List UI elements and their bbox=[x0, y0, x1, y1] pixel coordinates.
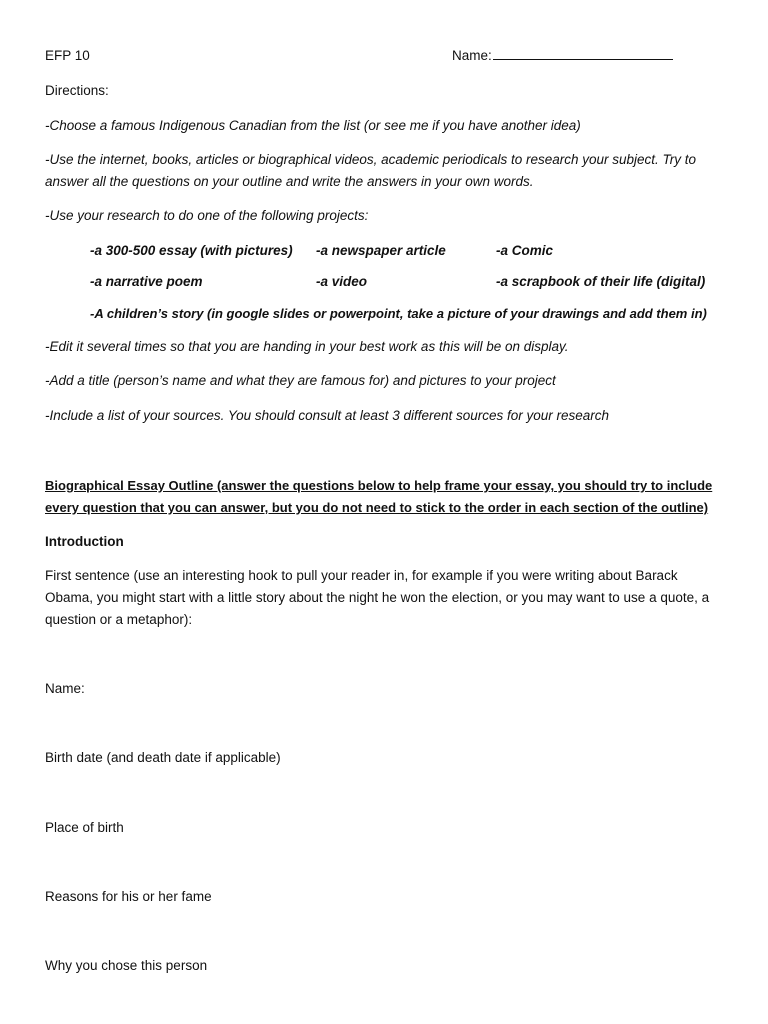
direction-research: -Use the internet, books, articles or biographical videos, academic periodicals to research your subject. Try to answer all the questions on your outline and write the answers in your own words. bbox=[45, 152, 697, 189]
direction-sources: -Include a list of your sources. You should consult at least 3 different sources for your research bbox=[45, 408, 610, 423]
first-sentence-prompt: First sentence (use an interesting hook to pull your reader in, for example if you were writing about Barack Obama, you might start with a little story about the night he won the election, or you may want to use a quote, a question or a metaphor): bbox=[45, 568, 710, 627]
project-childrens-story: -A children’s story (in google slides or powerpoint, take a picture of your drawings and add them in) bbox=[90, 306, 707, 321]
directions-heading: Directions: bbox=[45, 83, 109, 98]
direction-edit: -Edit it several times so that you are handing in your best work as this will be on display. bbox=[45, 339, 569, 354]
direction-choose: -Choose a famous Indigenous Canadian from the list (or see me if you have another idea) bbox=[45, 118, 581, 133]
project-video: -a video bbox=[316, 274, 368, 289]
name-label: Name: bbox=[452, 48, 492, 63]
project-scrapbook: -a scrapbook of their life (digital) bbox=[496, 274, 706, 289]
project-comic: -a Comic bbox=[496, 243, 554, 258]
name-field bbox=[452, 45, 673, 67]
name-blank-line bbox=[493, 45, 673, 60]
project-essay: -a 300-500 essay (with pictures) bbox=[90, 243, 293, 258]
project-poem: -a narrative poem bbox=[90, 274, 203, 289]
direction-projects-intro: -Use your research to do one of the following projects: bbox=[45, 208, 369, 223]
field-why-chosen-label: Why you chose this person bbox=[45, 958, 208, 973]
field-fame-reasons-label: Reasons for his or her fame bbox=[45, 889, 212, 904]
field-birth-date-label: Birth date (and death date if applicable) bbox=[45, 750, 281, 765]
project-newspaper: -a newspaper article bbox=[316, 243, 446, 258]
field-name-label: Name: bbox=[45, 681, 85, 696]
direction-title: -Add a title (person’s name and what they are famous for) and pictures to your project bbox=[45, 373, 556, 388]
field-place-of-birth-label: Place of birth bbox=[45, 820, 124, 835]
outline-heading: Biographical Essay Outline (answer the questions below to help frame your essay, you should try to include every question that you can answer, but you do not need to stick to the order in each section of the outline) bbox=[45, 478, 713, 515]
course-code: EFP 10 bbox=[45, 48, 90, 63]
introduction-heading: Introduction bbox=[45, 534, 124, 549]
